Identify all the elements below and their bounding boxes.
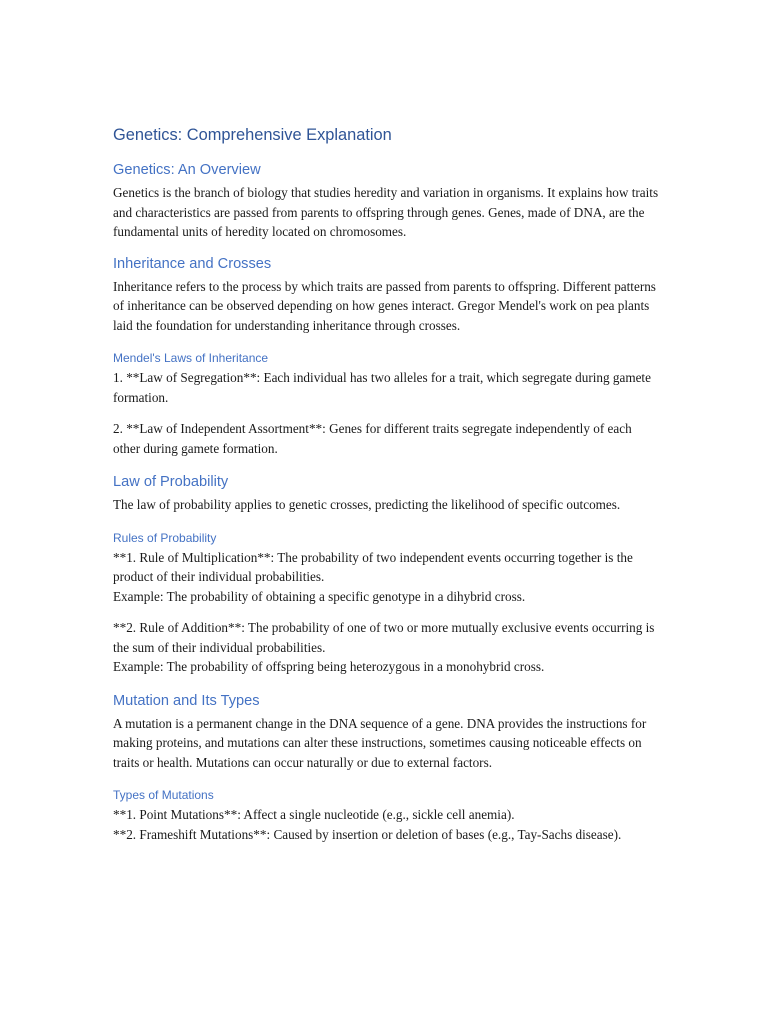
section-heading-inheritance: Inheritance and Crosses — [113, 255, 272, 272]
mutation-type-frameshift: **2. Frameshift Mutations**: Caused by insertion or deletion of bases (e.g., Tay-Sachs disease). — [113, 826, 622, 842]
section-heading-overview: Genetics: An Overview — [113, 162, 261, 178]
mutation-types-list — [113, 805, 661, 844]
mutation-type-point: **1. Point Mutations**: Affect a single nucleotide (e.g., sickle cell anemia). — [113, 807, 515, 822]
subheading-types-of-mutations: Types of Mutations — [113, 788, 214, 802]
rule-addition-text: **2. Rule of Addition**: The probability of one of two or more mutually exclusive events occurring is the sum of their individual probabilities. — [113, 620, 655, 655]
document-title: Genetics: Comprehensive Explanation — [113, 126, 392, 144]
rule-multiplication — [113, 548, 661, 607]
section-paragraph-mutation: A mutation is a permanent change in the DNA sequence of a gene. DNA provides the instructions for making proteins, and mutations can alter these instructions, sometimes causing noticeable effects on traits or health. Mutations can occur naturally or due to external factors. — [113, 715, 647, 770]
mendel-law-independent-assortment: 2. **Law of Independent Assortment**: Genes for different traits segregate independently of each other during gamete formation. — [113, 421, 632, 456]
rule-multiplication-text: **1. Rule of Multiplication**: The probability of two independent events occurring together is the product of their individual probabilities. — [113, 549, 633, 584]
subheading-mendels-laws: Mendel's Laws of Inheritance — [113, 351, 269, 365]
rule-addition — [113, 618, 661, 677]
subheading-rules-of-probability: Rules of Probability — [113, 530, 217, 545]
section-paragraph-overview: Genetics is the branch of biology that studies heredity and variation in organisms. It explains how traits and characteristics are passed from parents to offspring through genes. Genes, made of DNA, are the fundamental units of heredity located on chromosomes. — [113, 185, 659, 239]
rule-multiplication-example: Example: The probability of obtaining a specific genotype in a dihybrid cross. — [113, 588, 526, 604]
mendel-law-segregation: 1. **Law of Segregation**: Each individual has two alleles for a trait, which segregate during gamete formation. — [113, 370, 651, 405]
rule-addition-example: Example: The probability of offspring being heterozygous in a monohybrid cross. — [113, 659, 545, 674]
section-heading-probability: Law of Probability — [113, 474, 229, 490]
section-heading-mutation: Mutation and Its Types — [113, 692, 260, 709]
section-paragraph-inheritance: Inheritance refers to the process by which traits are passed from parents to offspring. Different patterns of inheritance can be observed depending on how genes interact. Gregor Mendel's work on pea plants laid the foundation for understanding inheritance through crosses. — [113, 278, 656, 333]
document-page — [113, 124, 661, 856]
section-paragraph-probability: The law of probability applies to genetic crosses, predicting the likelihood of specific outcomes. — [113, 497, 621, 512]
